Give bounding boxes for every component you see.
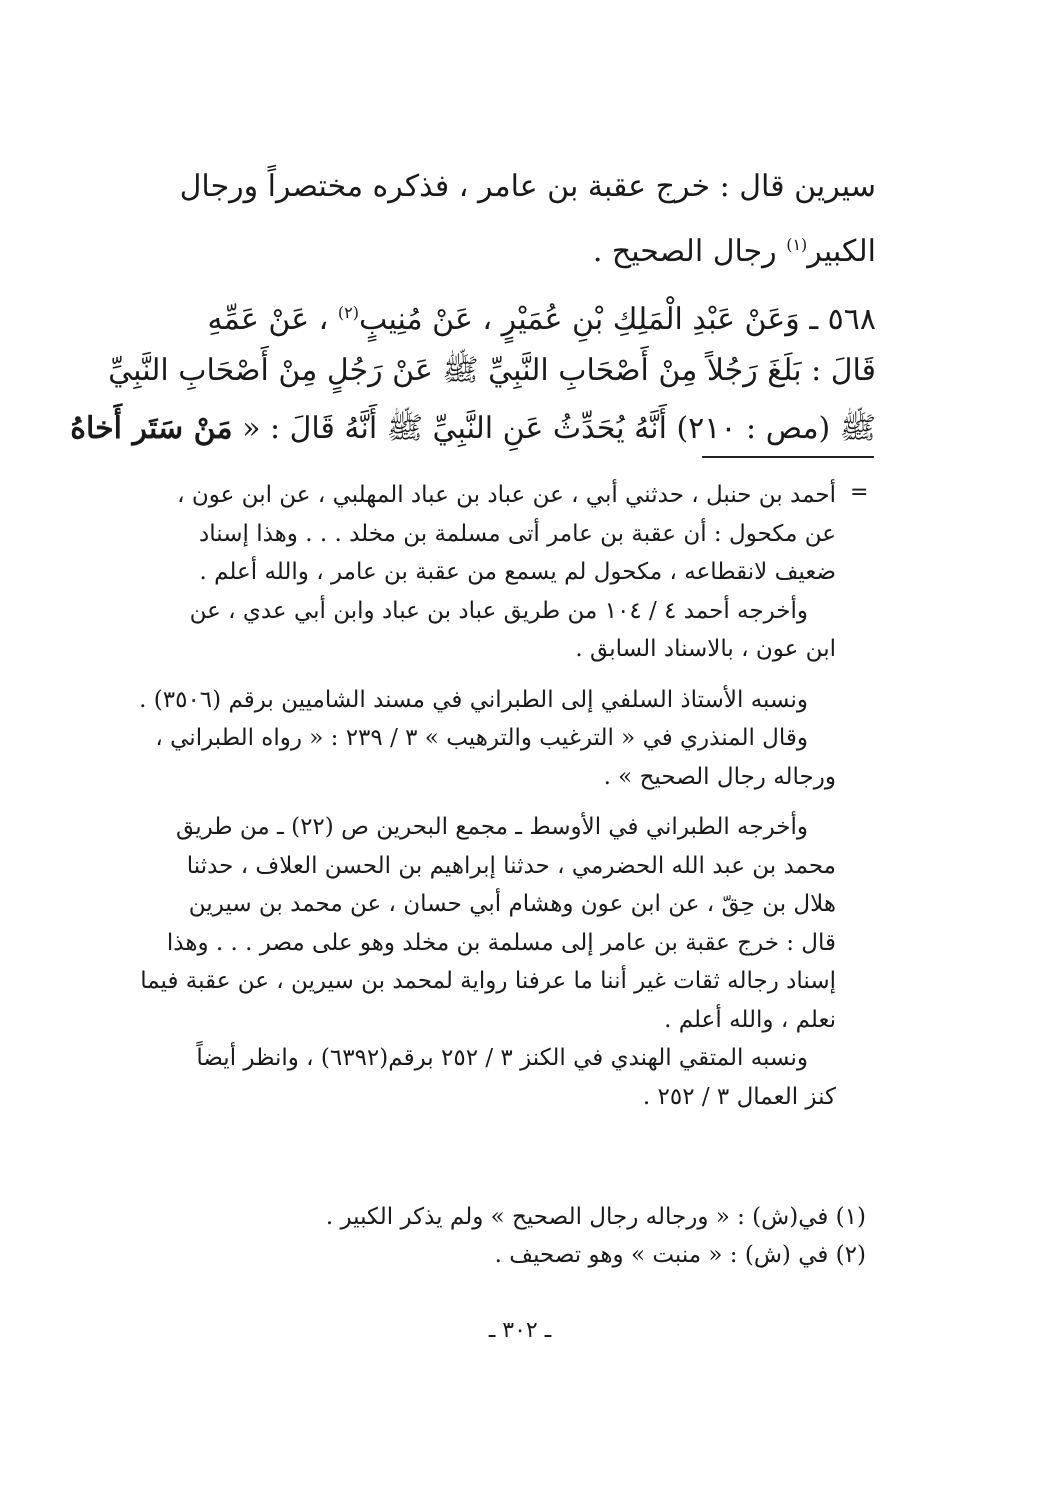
main-text — [70, 158, 876, 458]
note-line: ابن عون ، بالاسناد السابق . — [575, 636, 836, 662]
note-line: ونسبه المتقي الهندي في الكنز ٣ / ٢٥٢ برقم(٦٣٩٢) ، وانظر أيضاً — [196, 1045, 808, 1071]
note-line: ضعيف لانقطاعه ، مكحول لم يسمع من عقبة بن عامر ، والله أعلم . — [199, 559, 836, 585]
main-line-text: قَالَ : بَلَغَ رَجُلاً مِنْ أَصْحَابِ النَّبِيِّ ﷺ عَنْ رَجُلٍ مِنْ أَصْحَابِ النَّبِيِّ — [108, 353, 876, 388]
note-line: وأخرجه الطبراني في الأوسط ـ مجمع البحرين ص (٢٢) ـ من طريق — [176, 814, 808, 840]
note-line: ونسبه الأستاذ السلفي إلى الطبراني في مسند الشاميين برقم (٣٥٠٦) . — [139, 686, 808, 713]
commentary-notes — [139, 476, 836, 1116]
main-line — [186, 284, 876, 342]
note-line: عن مكحول : أن عقبة بن عامر أتى مسلمة بن مخلد . . . وهذا إسناد — [199, 520, 836, 547]
footnote-1: (١) في(ش) : « ورجاله رجال الصحيح » ولم يذكر الكبير . — [325, 1204, 866, 1230]
note-line: كنز العمال ٣ / ٢٥٢ . — [642, 1083, 836, 1110]
note-line: أحمد بن حنبل ، حدثني أبي ، عن عباد بن عباد المهلبي ، عن ابن عون ، — [177, 482, 836, 508]
note-line: هلال بن حِقّ ، عن ابن عون وهشام أبي حسان ، عن محمد بن سيرين — [188, 891, 836, 917]
footnote-2: (٢) في (ش) : « منبت » وهو تصحيف . — [494, 1242, 866, 1268]
main-line-text: ﷺ (مص : ٢١٠) أَنَّهُ يُحَدِّثُ عَنِ النَّبِيِّ ﷺ أَنَّهُ قَالَ : « — [232, 411, 876, 446]
page-number: ـ ٣٠٢ ـ — [488, 1318, 552, 1343]
note-line: ورجاله رجال الصحيح » . — [603, 763, 836, 790]
note-line: قال : خرج عقبة بن عامر إلى مسلمة بن مخلد وهو على مصر . . . وهذا — [166, 929, 836, 956]
footnote-ref-1[interactable]: (١) — [786, 235, 808, 254]
hadith-quote-bold: مَنْ سَتَر أَخاهُ — [70, 411, 233, 446]
main-line — [186, 216, 876, 274]
hadith-number-line: ٥٦٨ ـ وَعَنْ عَبْدِ الْمَلِكِ بْنِ عُمَيْرٍ ، عَنْ مُنِيبٍ — [358, 302, 876, 337]
footnote-ref-2[interactable]: (٢) — [337, 303, 359, 322]
main-line-text: رجال الصحيح . — [592, 234, 787, 269]
continuation-mark: = — [850, 480, 869, 505]
note-line: وقال المنذري في « الترغيب والترهيب » ٣ / ٢٣٩ : « رواه الطبراني ، — [155, 725, 808, 751]
main-line-text: الكبير — [807, 234, 876, 269]
note-line: إسناد رجاله ثقات غير أننا ما عرفنا رواية لمحمد بن سيرين ، عن عقبة فيما — [140, 968, 836, 994]
note-line: نعلم ، والله أعلم . — [664, 1006, 836, 1033]
note-line: محمد بن عبد الله الحضرمي ، حدثنا إبراهيم بن الحسن العلاف ، حدثنا — [186, 852, 836, 879]
main-line-text: سيرين قال : خرج عقبة بن عامر ، فذكره مختصراً ورجال — [179, 169, 876, 204]
footnotes — [325, 1198, 866, 1274]
notes-separator — [702, 456, 874, 458]
main-line — [108, 342, 876, 400]
main-line — [70, 400, 876, 458]
note-line: وأخرجه أحمد ٤ / ١٠٤ من طريق عباد بن عباد وابن أبي عدي ، عن — [189, 597, 808, 624]
main-line — [179, 158, 876, 216]
main-line-text: ، عَنْ عَمِّهِ — [207, 302, 338, 337]
